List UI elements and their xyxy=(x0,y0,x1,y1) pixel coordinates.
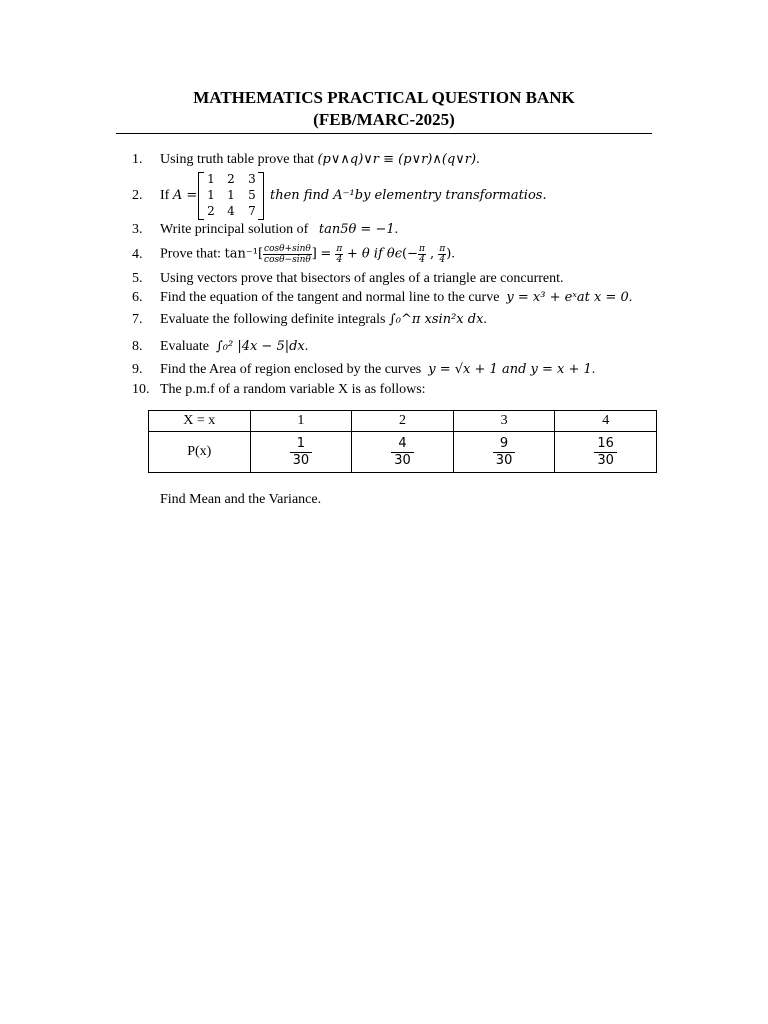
question-text: Find the equation of the tangent and normal line to the curve xyxy=(160,290,503,305)
question-text: Using vectors prove that bisectors of angles of a triangle are concurrent. xyxy=(160,271,564,286)
question-math: y = √x + 1 and y = x + 1 xyxy=(428,362,592,377)
page-subtitle: (FEB/MARC-2025) xyxy=(313,110,455,129)
matrix-cell: 1 xyxy=(207,188,215,202)
table-header-cell: 1 xyxy=(250,411,352,432)
question-number: 1. xyxy=(132,152,143,167)
question-10 xyxy=(132,382,426,398)
question-number: 5. xyxy=(132,271,143,286)
question-1: 1. Using truth table prove that (p∨∧q)∨r ≡ (p∨r)∧(q∨r). xyxy=(132,152,480,167)
matrix-cell: 1 xyxy=(227,188,235,202)
matrix-a xyxy=(198,172,264,220)
question-text: Write principal solution of xyxy=(160,222,312,237)
table-row-label: P(x) xyxy=(149,432,251,473)
fraction: $\frac{\cos\theta+\sin\theta}{\cos\theta-\sin\theta}$ xyxy=(264,244,311,265)
question-text: If xyxy=(160,188,173,203)
question-text: Evaluate xyxy=(160,339,213,354)
question-number: 3. xyxy=(132,222,143,237)
question-math: tan5θ = −1 xyxy=(318,222,395,237)
table-header-row xyxy=(149,411,657,432)
fraction: $\frac{\pi}{4}$ xyxy=(336,244,343,265)
question-2-tail xyxy=(270,188,547,204)
table-header-cell: 4 xyxy=(555,411,657,432)
matrix-cell: 7 xyxy=(248,204,256,218)
question-text: Using truth table prove that xyxy=(160,152,318,167)
question-number: 4. xyxy=(132,246,143,262)
table-cell: $\frac{9}{30}$ xyxy=(453,432,555,473)
question-8: 8. Evaluate ∫₀² |4x − 5|dx. xyxy=(132,339,309,354)
matrix-cell: 4 xyxy=(227,204,235,218)
table-cell: $\frac{4}{30}$ xyxy=(352,432,454,473)
question-number: 10. xyxy=(132,382,150,397)
question-number: 7. xyxy=(132,312,143,327)
matrix-cell: 1 xyxy=(207,172,215,186)
pmf-table xyxy=(148,410,657,473)
question-number: 2. xyxy=(132,188,143,203)
question-math: y = x³ + eˣat x = 0 xyxy=(506,290,629,305)
title-divider xyxy=(116,133,652,134)
question-math: ∫₀² |4x − 5|dx xyxy=(215,339,305,354)
table-cell: $\frac{16}{30}$ xyxy=(555,432,657,473)
question-9: 9. Find the Area of region enclosed by the curves y = √x + 1 and y = x + 1. xyxy=(132,362,596,377)
question-6: 6. Find the equation of the tangent and normal line to the curve y = x³ + eˣat x = 0. xyxy=(132,290,633,305)
question-5 xyxy=(132,271,564,287)
question-text: Prove that: xyxy=(160,246,225,262)
table-header-cell: X = x xyxy=(149,411,251,432)
question-math: then find A⁻¹by elementry transformatios. xyxy=(270,188,547,203)
fraction: $\frac{\pi}{4}$ xyxy=(419,244,425,265)
table-cell: $\frac{1}{30}$ xyxy=(250,432,352,473)
question-3: 3. Write principal solution of tan5θ = −1. xyxy=(132,222,399,237)
table-row xyxy=(149,432,657,473)
final-instruction: Find Mean and the Variance. xyxy=(160,492,322,507)
question-text: Find the Area of region enclosed by the curves xyxy=(160,362,425,377)
question-math: (p∨∧q)∨r ≡ (p∨r)∧(q∨r) xyxy=(317,152,477,167)
matrix-cell: 2 xyxy=(207,204,215,218)
question-number: 6. xyxy=(132,290,143,305)
question-text: The p.m.f of a random variable X is as follows: xyxy=(160,382,426,397)
question-4: 4. Prove that: tan⁻¹[ $\frac{\cos\theta+\sin\theta}{\cos\theta-\sin\theta}$ ] = $\frac{\pi}{4}$ + θ if θϵ(− $\frac{\pi}{4}$ , $\frac{\pi}{4}$ ). xyxy=(132,244,455,265)
question-math: ∫₀^π xsin²x dx xyxy=(388,312,484,327)
page-title: MATHEMATICS PRACTICAL QUESTION BANK xyxy=(193,88,575,107)
question-2: 2. If A = xyxy=(132,188,198,203)
question-7: 7. Evaluate the following definite integrals ∫₀^π xsin²x dx. xyxy=(132,312,487,327)
question-number: 9. xyxy=(132,362,143,377)
matrix-cell: 5 xyxy=(248,188,256,202)
table-header-cell: 3 xyxy=(453,411,555,432)
matrix-cell: 3 xyxy=(248,172,256,186)
matrix-cell: 2 xyxy=(227,172,235,186)
question-text: Evaluate the following definite integrals xyxy=(160,312,389,327)
question-number: 8. xyxy=(132,339,143,354)
fraction: $\frac{\pi}{4}$ xyxy=(439,244,446,265)
table-header-cell: 2 xyxy=(352,411,454,432)
